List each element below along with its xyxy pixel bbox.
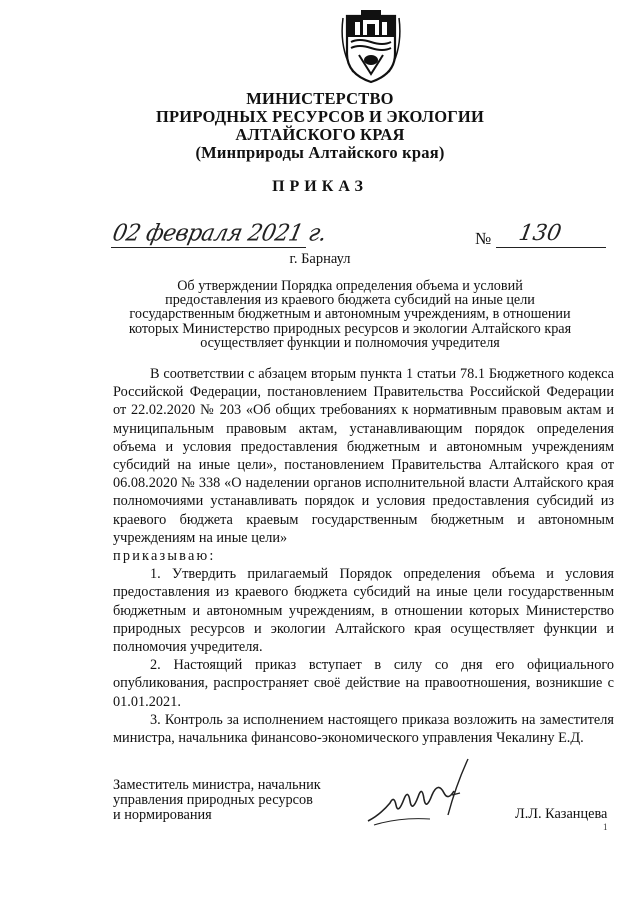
signer-title-line: Заместитель министра, начальник [113,777,321,793]
document-number: 130 [516,221,564,246]
org-short-name: (Минприроды Алтайского края) [195,143,445,162]
handwritten-signature [360,755,480,835]
document-body [113,365,614,747]
document-date: 02 февраля 2021 г. [110,220,329,247]
org-name-line3: АЛТАЙСКОГО КРАЯ [235,125,405,144]
order-word: приказываю: [113,548,216,565]
subject-line: государственным бюджетным и автономным учреждениям, в отношении [129,306,571,323]
order-item-2: 2. Настоящий приказ вступает в силу со дня его официального опубликования, распространяет своё действие на правоотношения, возникшие с 01.01.2021. [113,657,614,710]
issuing-authority [0,90,640,162]
city: г. Барнаул [289,251,351,267]
subject-line: которых Министерство природных ресурсов и экологии Алтайского края [128,320,572,337]
number-underline [496,247,606,248]
document-type: ПРИКАЗ [272,178,368,195]
order-item-1: 1. Утвердить прилагаемый Порядок определения объема и условия предоставления из краевого бюджета субсидий на иные цели государственным бюджетным и автономным учреждениям, в отношении которых Министерство природных ресурсов и экологии Алтайского края осуществляет функции и полномочия учредителя. [113,566,614,656]
signer-title-line: управления природных ресурсов [113,792,313,808]
number-label: № [475,229,492,248]
subject-line: Об утверждении Порядка определения объема и условий [177,278,523,294]
signer-title-line: и нормирования [113,807,212,823]
signer-title [113,778,321,823]
org-name-line2: ПРИРОДНЫХ РЕСУРСОВ И ЭКОЛОГИИ [155,107,485,126]
subject-line: осуществляет функции и полномочия учредителя [200,334,500,351]
page-mark: 1 [603,822,608,832]
document-subject [100,279,600,350]
order-item-3: 3. Контроль за исполнением настоящего приказа возложить на заместителя министра, начальника финансово-экономического управления Чекалину Е.Д. [113,711,614,747]
signer-name: Л.Л. Казанцева [515,806,608,822]
org-name-line1: МИНИСТЕРСТВО [246,89,394,108]
coat-of-arms-icon [339,8,403,86]
date-underline [111,247,306,248]
preamble-paragraph: В соответствии с абзацем вторым пункта 1 статьи 78.1 Бюджетного кодекса Российской Федерации, постановлением Правительства Российской Федерации от 22.02.2020 № 203 «Об общих требованиях к нормативным правовым актам и муниципальным правовым актам, устанавливающим порядок определения объема и условия предоставления бюджетным и автономным учреждениям субсидий на иные цели», постановлением Правительства Алтайского края от 06.08.2020 № 338 «О наделении органов исполнительной власти Алтайского края полномочиями устанавливать порядок и условия предоставления субсидий из краевого бюджета краевым государственным бюджетным и автономным учреждениям на иные цели» [113,366,614,546]
subject-line: предоставления из краевого бюджета субсидий на иные цели [165,292,535,309]
